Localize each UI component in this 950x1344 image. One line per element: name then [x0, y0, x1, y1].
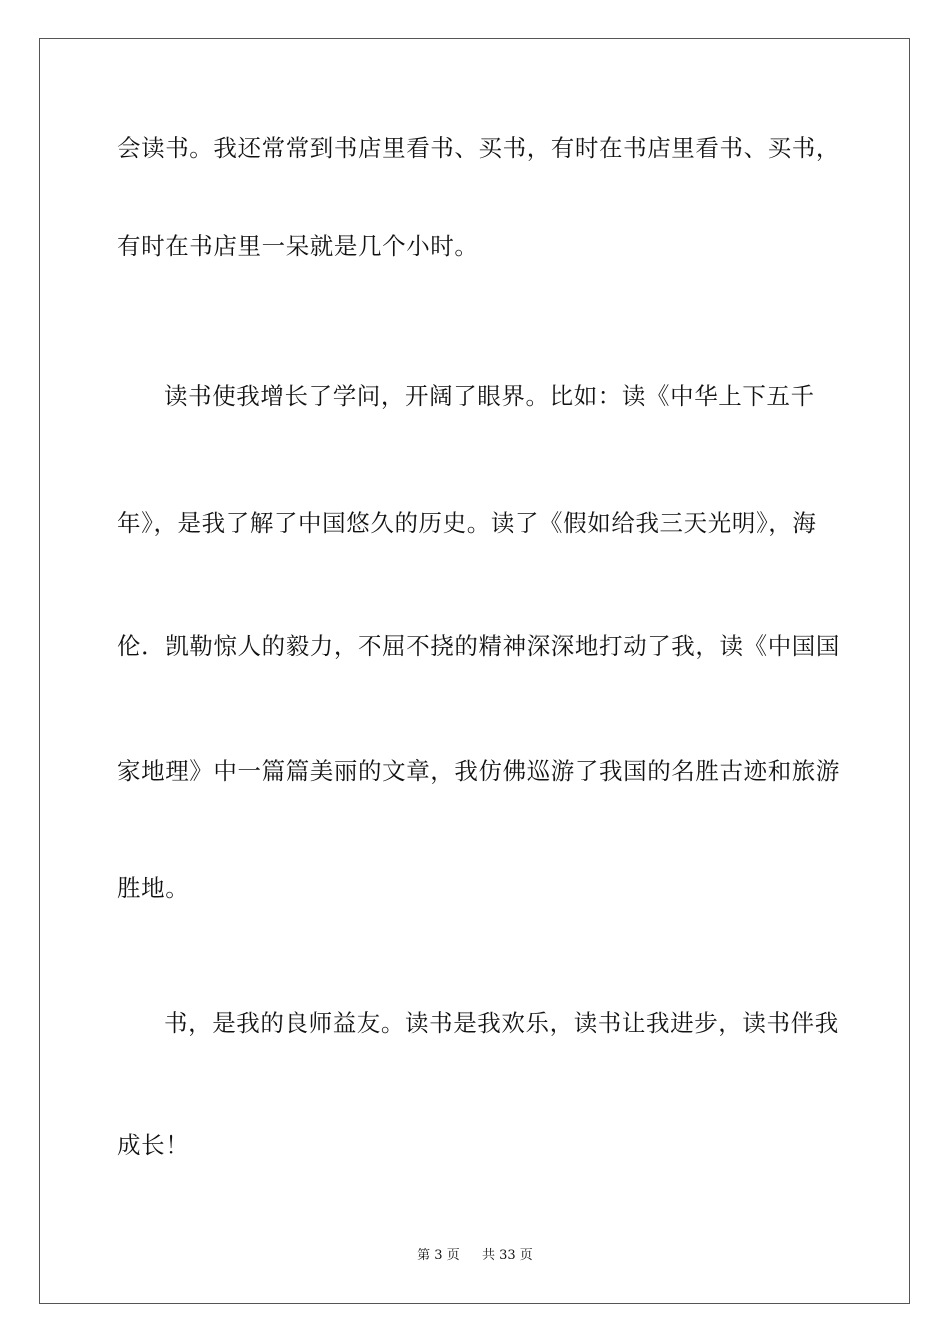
- text-line-7: 胜地。: [117, 874, 190, 902]
- text-line-3: 读书使我增长了学问，开阔了眼界。比如：读《中华上下五千: [164, 382, 815, 410]
- text-line-8: 书，是我的良师益友。读书是我欢乐，读书让我进步，读书伴我: [164, 1009, 839, 1037]
- text-line-2: 有时在书店里一呆就是几个小时。: [117, 232, 479, 260]
- text-line-1: 会读书。我还常常到书店里看书、买书，有时在书店里看书、买书，: [117, 134, 840, 162]
- text-line-4: 年》，是我了解了中国悠久的历史。读了《假如给我三天光明》，海: [117, 509, 817, 537]
- text-line-6: 家地理》中一篇篇美丽的文章，我仿佛巡游了我国的名胜古迹和旅游: [117, 757, 840, 785]
- text-line-5: 伦．凯勒惊人的毅力，不屈不挠的精神深深地打动了我，读《中国国: [117, 632, 840, 660]
- text-line-9: 成长！: [117, 1131, 190, 1159]
- page-footer: [0, 1248, 950, 1264]
- page-border: [39, 38, 910, 1304]
- total-pages: 共 33 页: [482, 1248, 533, 1263]
- page-number: 第 3 页: [417, 1248, 460, 1263]
